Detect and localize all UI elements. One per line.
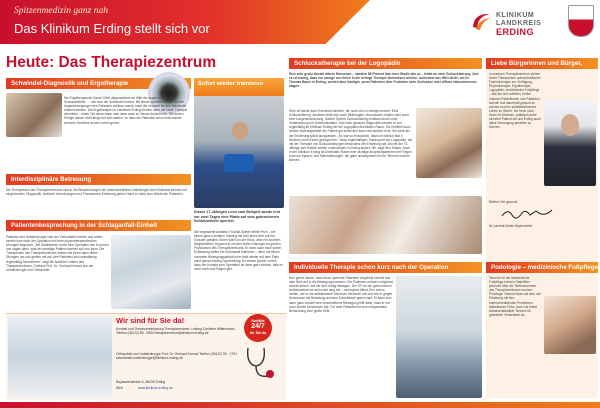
page-header: [0, 0, 600, 46]
conference-photo: [111, 235, 191, 309]
main-heading: Heute: Das Therapiezentrum: [6, 54, 217, 71]
section-title-sofort: Sofort wieder trainieren: [198, 81, 264, 87]
landrat-portrait: [544, 100, 596, 186]
contact-web-link[interactable]: www.klinikum-erding.de: [138, 386, 173, 390]
post-op-photo: [396, 276, 482, 398]
logo-line-2: LANDKREIS: [496, 20, 542, 27]
logo-intro: Eine sehr große Anzahl älterer Menschen – nämlich 85 Prozent fast einer Studie des zu – leidet an einer Schluckstörung. Und es ist traurig, dass nur wenige von ihnen in die richtige Therapie überwiesen werden. Außerdem aus HNO-Ärzte, um Dr. Thomas Bauer in Erding, werden aber häufiger, wenn Patienten über Probleme beim Schlucken oder diffuse Halsschmerzen klagen.: [289, 72, 479, 89]
signature-name: Ihr Landrat Martin Bayerstorfer: [489, 224, 533, 228]
buergermeister-text: in unserem Therapiezentrum stehen Ihnen Therapeuten unterschiedlicher Fachrichtungen zur Verfügung. Physiotherapie, Ergotherapie, Logopädie, medizinische Fußpflege – alle die dort arbeiten, helfen unseren Patientinnen und Patienten, schnell und dauerhaft gesund zu werden und ein selbstbestimmtes Leben zu führen. Ich freue mich, Ihnen im Klinikum, praktisch jeder einzelne Patient bei uns Erding auch diese Versorgung ansehen zu können.: [489, 72, 541, 130]
contact-web-label: Web: [116, 386, 123, 390]
schlaganfall-text: Patienten der Unfallchirurgie oder der Orthopädie können und sollen bereits kurz nach der Operation mit ihren physiotherapeutischen Übungen beginnen. „Mit Stabilisieren durch eine Operation den Knochen und sagen dann, was der jeweilige Patient machen soll und kann. Die Therapeuten des Therapiezentrums setzen mit ihrem dann diese Übungen um und greifen mit auf, den Patienten sich selbständig regelmäßig fortzuführen“, sagt die ärztliche Leiterin des Therapiezentrums, Chefarzt Prof. Dr. Gerhard Konrad aus der Unfallchirurgie und Orthopädie.: [6, 235, 109, 272]
fusspflege-text: Termine für die medizinische Fußpflege können Diabetiker jederzeit über die Telefonnummer des Therapiezentrums buchen. Podologin Victoria Noss hat sehr viel Erfahrung mit den unterschiedlichsten Problemen diabetischer Füße. Auch sie bietet selbstverständlich Termine für gesetzlich Versicherte an.: [489, 276, 541, 317]
section-title-interdisz: Interdisziplinäre Betreuung: [6, 174, 191, 185]
greeting: Bleiben Sie gesund!: [489, 200, 518, 204]
badge-line1: Notfälle: [251, 319, 265, 323]
podologie-photo: [544, 296, 596, 354]
footer-band: [0, 402, 600, 408]
contact-address: Bajuwarenstraße 5, 85435 Erding: [116, 380, 166, 384]
section-title-schlaganfall: Patientenbesprechung in der Schlaganfall-Einheit: [6, 220, 191, 231]
badge-24-7: 24/7: [251, 323, 265, 331]
logo-line-3: ERDING: [496, 27, 535, 37]
coat-of-arms-icon: [568, 5, 594, 37]
logopaedie-photo: [416, 108, 482, 178]
header-title: Das Klinikum Erding stellt sich vor: [14, 21, 210, 36]
sofort-text: Die begeisterte Amateur-Fußball-Spieler liebte Pech – bei einem ganz normalen Tackling hat sich einen Arm auf der Schulter gefallen. Einen Wall von der Haus, aber mit anderen Möglichkeiten, begonnt er mit den ersten Übungen im großen Physioraum des Therapiezentrums. Er kann auch nach seiner Entlassung weiter bei Sofortwahl trainieren – denn mit einem normalen Bewegungsablauf ist er bald wieder auf dem Platz, ohne genau Anfang Sportheilung. Es seinen großer Vorteil, dass der Kontakt zum Operateur ist dann ganz einfach, falls es doch noch mal Fragen gibt.: [194, 230, 283, 271]
logo-swoosh-icon: [470, 9, 494, 33]
contact-therapiezentrum: Kontakt und Terminvereinbarung Therapiezentrum, Leitung Christine Wittenmann, Telefon (08122) 59 - 9683 therapiezentrum@klinikum-erding.de: [116, 327, 236, 336]
clinic-logo: [470, 5, 595, 43]
section-title-buergermeister: Liebe Bürgerinnen und Bürger,: [486, 58, 598, 69]
contact-title: Wir sind für Sie da!: [116, 316, 185, 325]
signature: [500, 206, 560, 220]
badge-line2: für Sie da: [249, 331, 267, 336]
contact-orthopaedie: Orthopädie und Unfallchirurgie Prof. Dr. Gerhard Konrad Telefon (08122) 59 - 1791 sekretariat.unfallchirurgie@klinikum-erding.de: [116, 352, 237, 361]
individuell-text: Hier geht’s darum, dass frisch operierte Patienten möglichst schnell aus dem Bett und in die Bewegung kommen. Die Patienten müssen möglichst schnell lernen, wie sie sich richtig bewegen. Der OP an der gebrochenen Achillessehne ist noch nicht lang her – da beginnt Alfred Dürr schon wieder, wie er die aufblasbaren Schienen benutzen soll und wie er gegen Schmerzen bei Belastung auf dem Schreibtisch gehen darf. Er kann sich dann ganz schnell eine verschriebene Bewegung hilft dann, dass er nur noch leichte Schmerzen hat. Für viele Patienten ist eine entspanntere Behandlung eine große Hilfe.: [289, 276, 393, 313]
sofort-title-box: [194, 78, 284, 96]
stethoscope-icon: [240, 344, 280, 384]
ergo-text: Die Ergotherapeutin Sarah Gibel diagnostiziert mit Hilfe der sogenannten Schwindelbrille, … wie man die Schwindel kommt. Mit dieser speziellen Brille, die die Augenbewegungen des Patienten sichtbar macht, kann die Ursache für den Schwindel erkannt werden. Die Ergotherapie im Landkreis Erding können dann die beste Therapie vermitteln – einen Teil davon kann man dann auch zu Hause durchführen. Die ersten Erfolge lassen nicht lange auf sich warten, so dass die Patienten schon bald wieder sicheren Schrittes durchs Leben gehen.: [64, 96, 188, 125]
interdisz-text: Die Therapeuten des Therapiezentrums sind in die Besprechungen der unterschiedlichen Abteilungen des Klinikums intensiv mit eingebunden. Diagnostik, ärztliche Verordnungen und Therapeuten-Erfahrung gehen Hand in Hand zum Wohle der Patienten.: [6, 188, 187, 197]
training-photo: [194, 96, 284, 208]
logo-line-1: KLINIKUM: [496, 12, 535, 19]
ergo-photo: [6, 93, 62, 137]
header-tagline: Spitzenmedizin ganz nah: [14, 6, 108, 16]
section-title-fusspflege: Podologie – medizinische Fußpflege: [486, 262, 598, 273]
sofort-caption: Dieser 17-Jährigen Leon zum Beispiel wurde erst vor zwei Tagen eine Platte auf vom gebrochenen Schlüsselbein operiert.: [194, 210, 281, 224]
section-title-individuell: Individuelle Therapie schon kurz nach der Operation: [289, 262, 482, 273]
team-photo: [8, 316, 112, 398]
swallow-therapy-photo: [289, 196, 482, 254]
section-title-logo: Schluckstherapie bei der Logopädin: [289, 58, 482, 69]
section-title-ergo: Schwindel-Diagnostik und Ergotherapie: [6, 78, 191, 89]
logo-text: Sehr oft steckt dann Krankheit dahinter, die noch viel zu wenige kennen: Eine Schluckstörung. Auslöser ließe sich auch Bluthungen, chronisches Husten oder auch eine Lungenentzündung. Sabine Speers Schlucktraining entstand durch eine Verbesserung der Halsmuskulatur. Und nach genauer Diagnostik trainiert er nun regelmäßig im Klinikum Erding bei der Logopädin Annekatrin Raum. Sie ermittelt auch welche Nahrungsmittel der Patient gut schlucken kann und welche nicht. Sie sieht der die Ernährung sofort anzupassen. „Es war so erstaunlich, dass ich wirklich fast 4 Wochen ohne Essen gezögert bin.“ Nach regelmäßigen Training bei der Logopädin, die mit der Therapie von Schluckstörungen besonders viel Erfahrung hat, konnte der 73-Jährige sich endlich wieder unbeschwert in Erding anders Teil, sagt Herr Straub. Auch in der Klinikum Erding ist Annekatrin Raum eine wichtige Ansprechpartnerin bei Fragen rund um Sprach- und Stimmstörungen, die ganz unkompliziert bei Ihr Termine buchen können.: [289, 109, 413, 163]
emergency-badge: [244, 314, 272, 342]
